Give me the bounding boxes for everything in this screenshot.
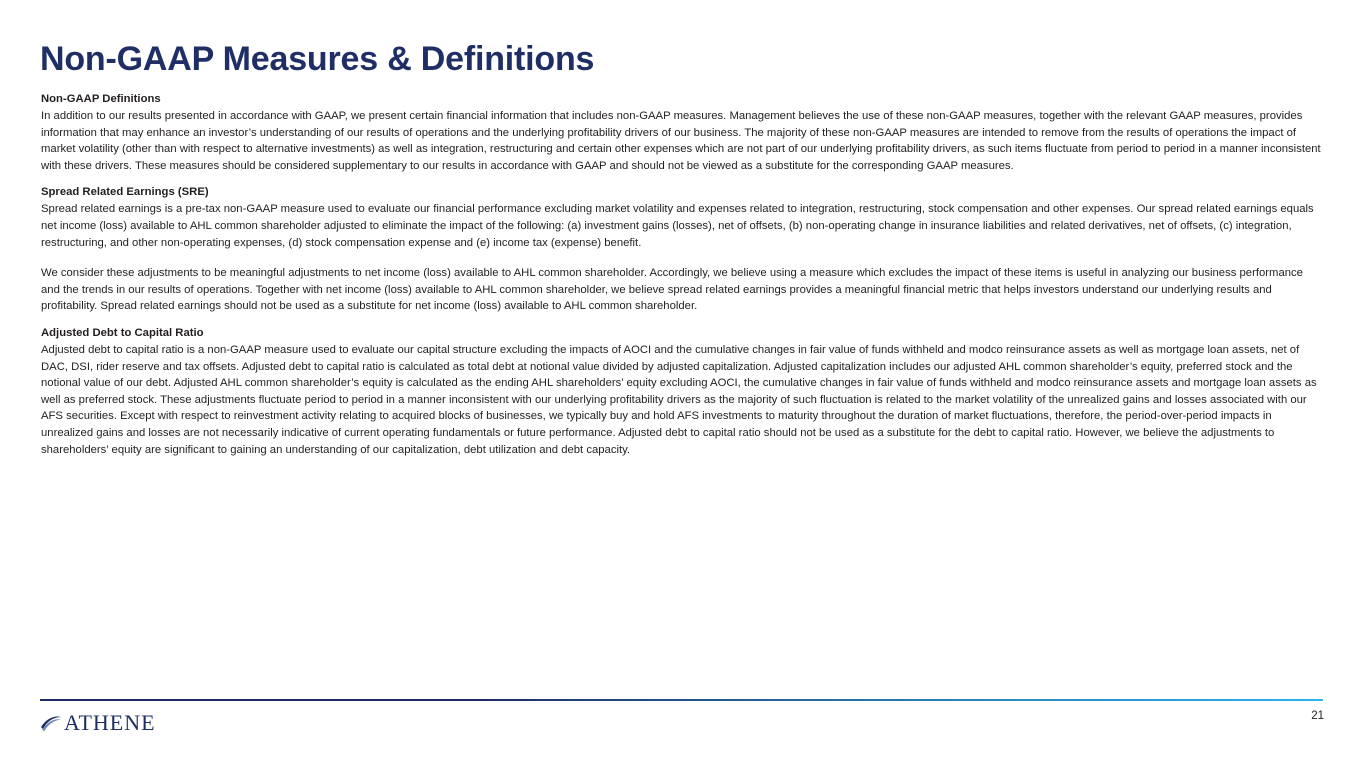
slide-body: [41, 92, 1322, 469]
section-paragraph: Adjusted debt to capital ratio is a non-GAAP measure used to evaluate our capital structure excluding the impacts of AOCI and the cumulative changes in fair value of funds withheld and modco reinsurance assets as well as mortgage loan assets, net of DAC, DSI, rider reserve and tax offsets. Adjusted debt to capital ratio is calculated as total debt at notional value divided by adjusted capitalization. Adjusted capitalization includes our adjusted AHL common shareholder’s equity, preferred stock and the notional value of our debt. Adjusted AHL common shareholder’s equity is calculated as the ending AHL shareholders’ equity excluding AOCI, the cumulative changes in fair value of funds withheld and modco reinsurance assets and mortgage loan assets as well as preferred stock. These adjustments fluctuate period to period in a manner inconsistent with our underlying profitability drivers as the majority of such fluctuation is related to the market volatility of the unrealized gains and losses associated with our AFS securities. Except with respect to reinvestment activity relating to acquired blocks of businesses, we typically buy and hold AFS investments to maturity throughout the duration of market fluctuations, therefore, the period-over-period impacts in unrealized gains and losses are not necessarily indicative of current operating fundamentals or future performance. Adjusted debt to capital ratio should not be used as a substitute for the debt to capital ratio. However, we believe the adjustments to shareholders’ equity are significant to gaining an understanding of our capitalization, debt utilization and debt capacity.: [41, 343, 1317, 456]
section-heading: Non-GAAP Definitions: [41, 93, 161, 105]
page-number: 21: [1311, 710, 1324, 722]
athene-logo-text: ATHENE: [64, 710, 156, 735]
page-title: Non-GAAP Measures & Definitions: [40, 40, 595, 78]
footer-divider: [40, 699, 1323, 701]
section-heading: Adjusted Debt to Capital Ratio: [41, 326, 204, 339]
section-spread-related-earnings: [41, 185, 1322, 315]
athene-logo: [40, 710, 156, 736]
section-adjusted-debt-to-capital-ratio: [41, 326, 1322, 458]
section-heading: Spread Related Earnings (SRE): [41, 186, 209, 199]
section-paragraph: We consider these adjustments to be meaningful adjustments to net income (loss) available to AHL common shareholder. Accordingly, we believe using a measure which excludes the impact of these items is useful in analyzing our business performance and the trends in our results of operations. Together with net income (loss) available to AHL common shareholder, we believe spread related earnings provides a meaningful financial metric that helps investors understand our underlying results and profitability. Spread related earnings should not be used as a substitute for net income (loss) available to AHL common shareholder.: [41, 267, 1303, 313]
athene-swoosh-icon: [40, 713, 62, 733]
section-paragraph: In addition to our results presented in accordance with GAAP, we present certain financial information that includes non-GAAP measures. Management believes the use of these non-GAAP measures, together with the relevant GAAP measures, provides information that may enhance an investor’s understanding of our results of operations and the underlying profitability drivers of our business. The majority of these non-GAAP measures are intended to remove from the results of operations the impact of market volatility (other than with respect to alternative investments) as well as integration, restructuring and certain other expenses which are not part of our underlying profitability drivers, as such items fluctuate from period to period in a manner inconsistent with these drivers. These measures should be considered supplementary to our results in accordance with GAAP and should not be viewed as a substitute for the corresponding GAAP measures.: [41, 110, 1321, 172]
section-paragraph: Spread related earnings is a pre-tax non-GAAP measure used to evaluate our financial performance excluding market volatility and expenses related to integration, restructuring, stock compensation and other expenses. Our spread related earnings equals net income (loss) available to AHL common shareholder adjusted to eliminate the impact of the following: (a) investment gains (losses), net of offsets, (b) non-operating change in insurance liabilities and related derivatives, net of offsets, (c) integration, restructuring, and other non-operating expenses, (d) stock compensation expense and (e) income tax (expense) benefit.: [41, 203, 1314, 249]
section-non-gaap-definitions: [41, 92, 1322, 174]
